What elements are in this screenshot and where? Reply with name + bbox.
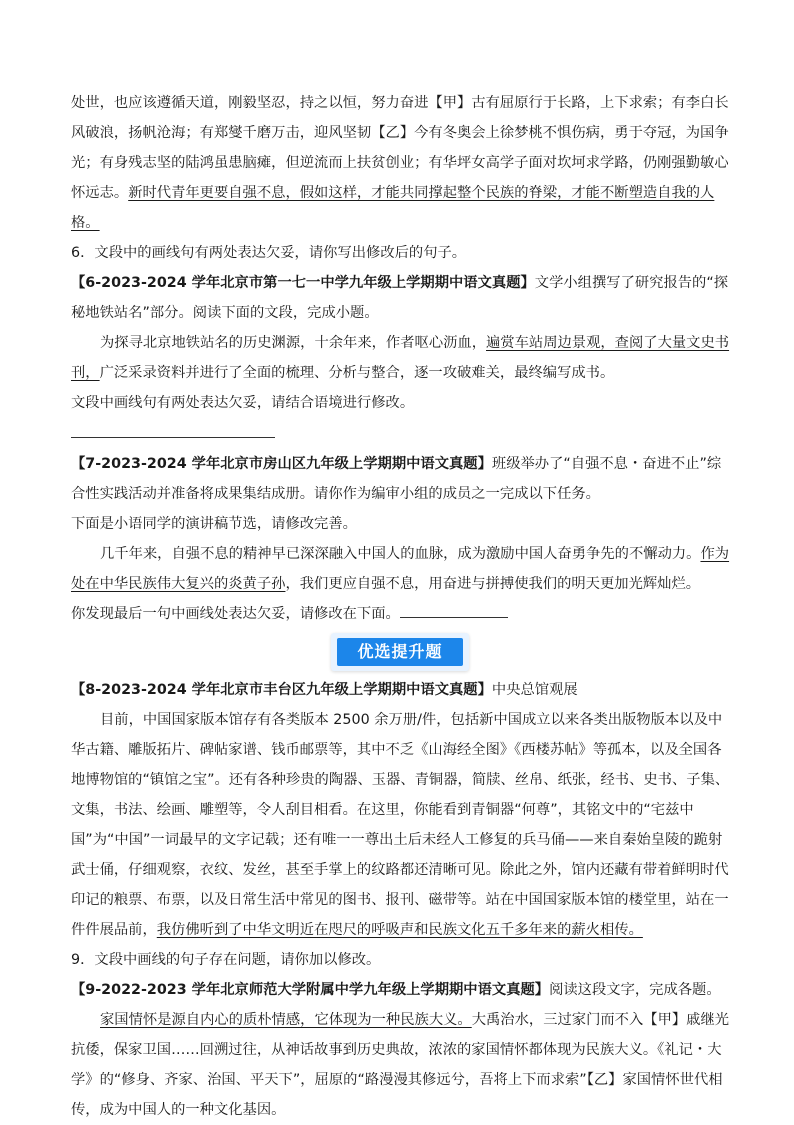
passage-text: 大禹治水，三过家门而不入【甲】戚继光抗倭，保家卫国……回溯过往，从神话故事到历史典故，浓浓的家国情怀都体现为民族大义。《礼记・大学》的“修身、齐家、治国、平天下”，屈原的“路漫漫其修远兮，吾将上下而求索”【乙】家国情怀世代相传，成为中国人的一种文化基因。 — [71, 1012, 730, 1118]
source-heading — [71, 675, 731, 705]
passage-text: 广泛采录资料并进行了全面的梳理、分析与整合，逐一攻破难关，最终编写成书。 — [99, 365, 615, 381]
source-heading — [71, 449, 731, 509]
source-heading — [71, 975, 731, 1005]
passage-text: 为探寻北京地铁站名的历史渊源，十余年来，作者呕心沥血， — [100, 335, 487, 351]
source-label: 【7-2023-2024 学年北京市房山区九年级上学期期中语文真题】 — [71, 456, 492, 472]
source-tail: 文学小组撰写了研究报告的“探秘地铁站名”部分。阅读下面的文段，完成小题。 — [71, 275, 729, 321]
passage-archive — [71, 705, 731, 945]
passage-speech — [71, 539, 731, 599]
passage-text: 几千年来，自强不息的精神早已深深融入中国人的血脉，成为激励中国人奋勇争先的不懈动力。 — [100, 546, 701, 562]
passage-metro — [71, 328, 731, 388]
source-tail: 班级举办了“自强不息・奋进不止”综合性实践活动并准备将成果集结成册。请你作为编审小组的成员之一完成以下任务。 — [71, 456, 722, 502]
question-text: 你发现最后一句中画线处表达欠妥，请修改在下面。 — [71, 599, 731, 629]
passage-patriotism — [71, 1005, 731, 1125]
answer-blank[interactable] — [400, 603, 508, 618]
section-banner-label: 优选提升题 — [337, 638, 463, 666]
passage-text: 目前，中国国家版本馆存有各类版本 2500 余万册/件，包括新中国成立以来各类出版物版本以及中华古籍、雕版拓片、碑帖家谱、钱币邮票等，其中不乏《山海经全图》《西楼苏帖》等孤本，以及全国各地博物馆的“镇馆之宝”。还有各种珍贵的陶器、玉器、青铜器，简牍、丝帛、纸张，经书、史书、子集、文集，书法、绘画、雕塑等，令人刮目相看。在这里，你能看到青铜器“何尊”，其铭文中的“宅兹中国”为“中国”一词最早的文字记载；还有唯一一尊出土后未经人工修复的兵马俑——来自秦始皇陵的跪射武士俑，仔细观察，衣纹、发丝，甚至手掌上的纹路都还清晰可见。除此之外，馆内还藏有带着鲜明时代印记的粮票、布票，以及日常生活中常见的图书、报刊、磁带等。站在中国国家版本馆的楼堂里，站在一件件展品前， — [71, 712, 730, 938]
underlined-sentence: 遍赏车站周边景观，查阅了大量文史书刊， — [71, 335, 730, 381]
question-9: 9．文段中画线的句子存在问题，请你加以修改。 — [71, 952, 381, 968]
passage-intro-text: 处世，也应该遵循天道，刚毅坚忍，持之以恒，努力奋进【甲】古有屈原行于长路，上下求索；有李白长风破浪，扬帆沧海；有郑燮千磨万击，迎风坚韧【乙】今有冬奥会上徐梦桃不惧伤病，勇于夺冠，为国争光；有身残志坚的陆鸿虽患脑瘫，但逆流而上扶贫创业；有华坪女高学子面对坎坷求学路，仍刚强勤敏心怀远志。 — [71, 95, 729, 201]
passage-intro — [71, 88, 731, 238]
source-label: 【8-2023-2024 学年北京市丰台区九年级上学期期中语文真题】 — [71, 682, 492, 698]
source-label: 【9-2022-2023 学年北京师范大学附属中学九年级上学期期中语文真题】 — [71, 982, 550, 998]
underlined-sentence: 新时代青年更要自强不息，假如这样，才能共同撑起整个民族的脊梁，才能不断塑造自我的人格。 — [71, 185, 715, 231]
source-tail: 阅读这段文字，完成各题。 — [549, 982, 721, 998]
question-6: 6．文段中的画线句有两处表达欠妥，请你写出修改后的句子。 — [71, 245, 467, 261]
underlined-sentence: 家国情怀是源自内心的质朴情感，它体现为一种民族大义。 — [100, 1012, 472, 1028]
passage-text: ，我们更应自强不息，用奋进与拼搏使我们的明天更加光辉灿烂。 — [285, 576, 701, 592]
source-heading — [71, 268, 731, 328]
question-text: 文段中画线句有两处表达欠妥，请结合语境进行修改。 — [71, 395, 415, 411]
section-banner — [71, 629, 731, 675]
underlined-sentence: 作为处在中华民族伟大复兴的炎黄子孙 — [71, 546, 730, 592]
source-label: 【6-2023-2024 学年北京市第一七一中学九年级上学期期中语文真题】 — [71, 275, 535, 291]
underlined-sentence: 我仿佛听到了中华文明近在咫尺的呼吸声和民族文化五千多年来的薪火相传。 — [156, 922, 643, 938]
document-body — [71, 88, 731, 1125]
source-tail: 中央总馆观展 — [491, 682, 578, 698]
lead-text: 下面是小语同学的演讲稿节选，请修改完善。 — [71, 516, 357, 532]
